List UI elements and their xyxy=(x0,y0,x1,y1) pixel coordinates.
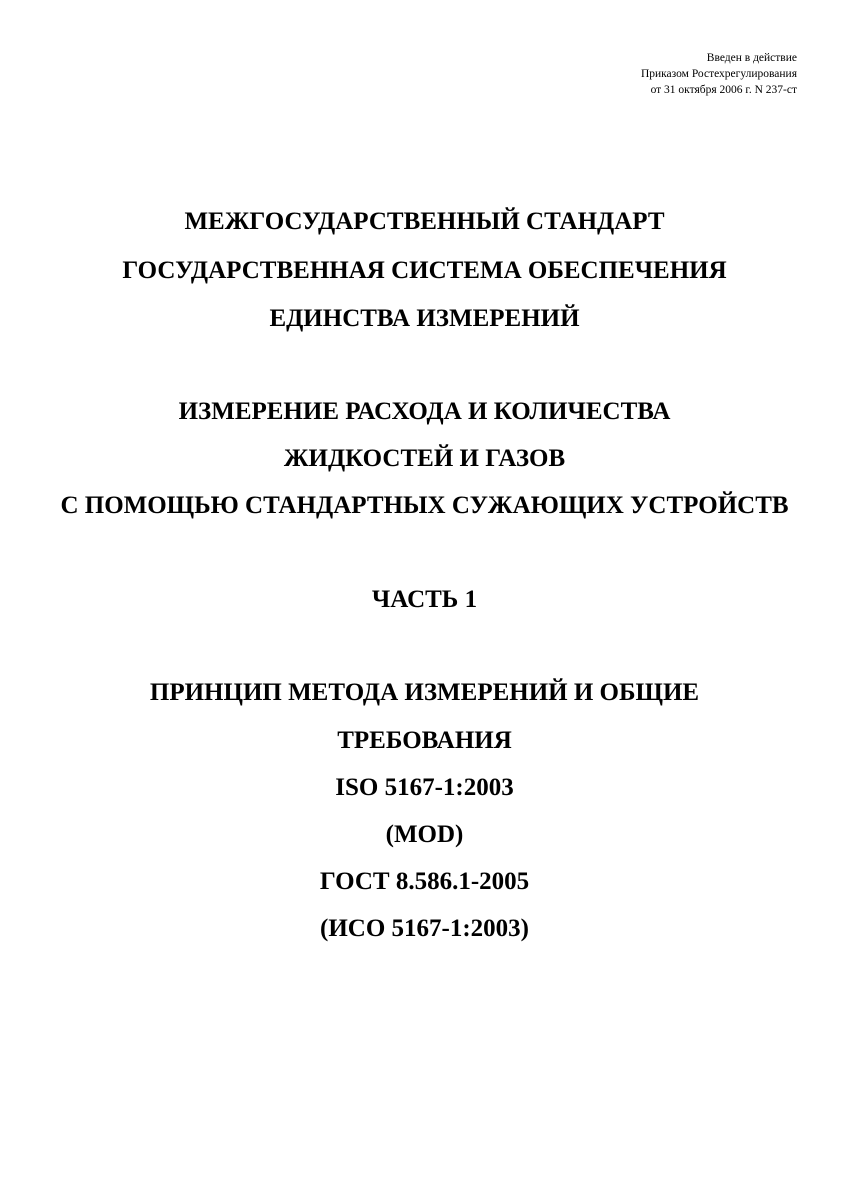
part-title-line-2: ТРЕБОВАНИЯ xyxy=(337,727,512,754)
subject-heading-line-3: С ПОМОЩЬЮ СТАНДАРТНЫХ СУЖАЮЩИХ УСТРОЙСТВ xyxy=(60,492,789,519)
enactment-line-3: от 31 октября 2006 г. N 237-ст xyxy=(650,84,797,96)
enactment-note xyxy=(641,50,797,98)
system-heading-line-2: ЕДИНСТВА ИЗМЕРЕНИЙ xyxy=(269,305,580,332)
subject-heading-line-2: ЖИДКОСТЕЙ И ГАЗОВ xyxy=(283,445,566,472)
iso-ru-designation: (ИСО 5167-1:2003) xyxy=(320,915,529,942)
enactment-line-1: Введен в действие xyxy=(706,52,797,64)
part-title-line-1: ПРИНЦИП МЕТОДА ИЗМЕРЕНИЙ И ОБЩИЕ xyxy=(149,679,700,706)
standard-type-heading: МЕЖГОСУДАРСТВЕННЫЙ СТАНДАРТ xyxy=(184,208,665,235)
subject-heading-line-1: ИЗМЕРЕНИЕ РАСХОДА И КОЛИЧЕСТВА xyxy=(178,398,671,425)
enactment-line-2: Приказом Ростехрегулирования xyxy=(640,68,797,80)
system-heading-line-1: ГОСУДАРСТВЕННАЯ СИСТЕМА ОБЕСПЕЧЕНИЯ xyxy=(122,257,727,284)
mod-designation: (MOD) xyxy=(385,821,464,848)
iso-designation: ISO 5167-1:2003 xyxy=(335,774,514,801)
gost-designation: ГОСТ 8.586.1-2005 xyxy=(319,868,530,895)
part-heading: ЧАСТЬ 1 xyxy=(371,586,478,613)
